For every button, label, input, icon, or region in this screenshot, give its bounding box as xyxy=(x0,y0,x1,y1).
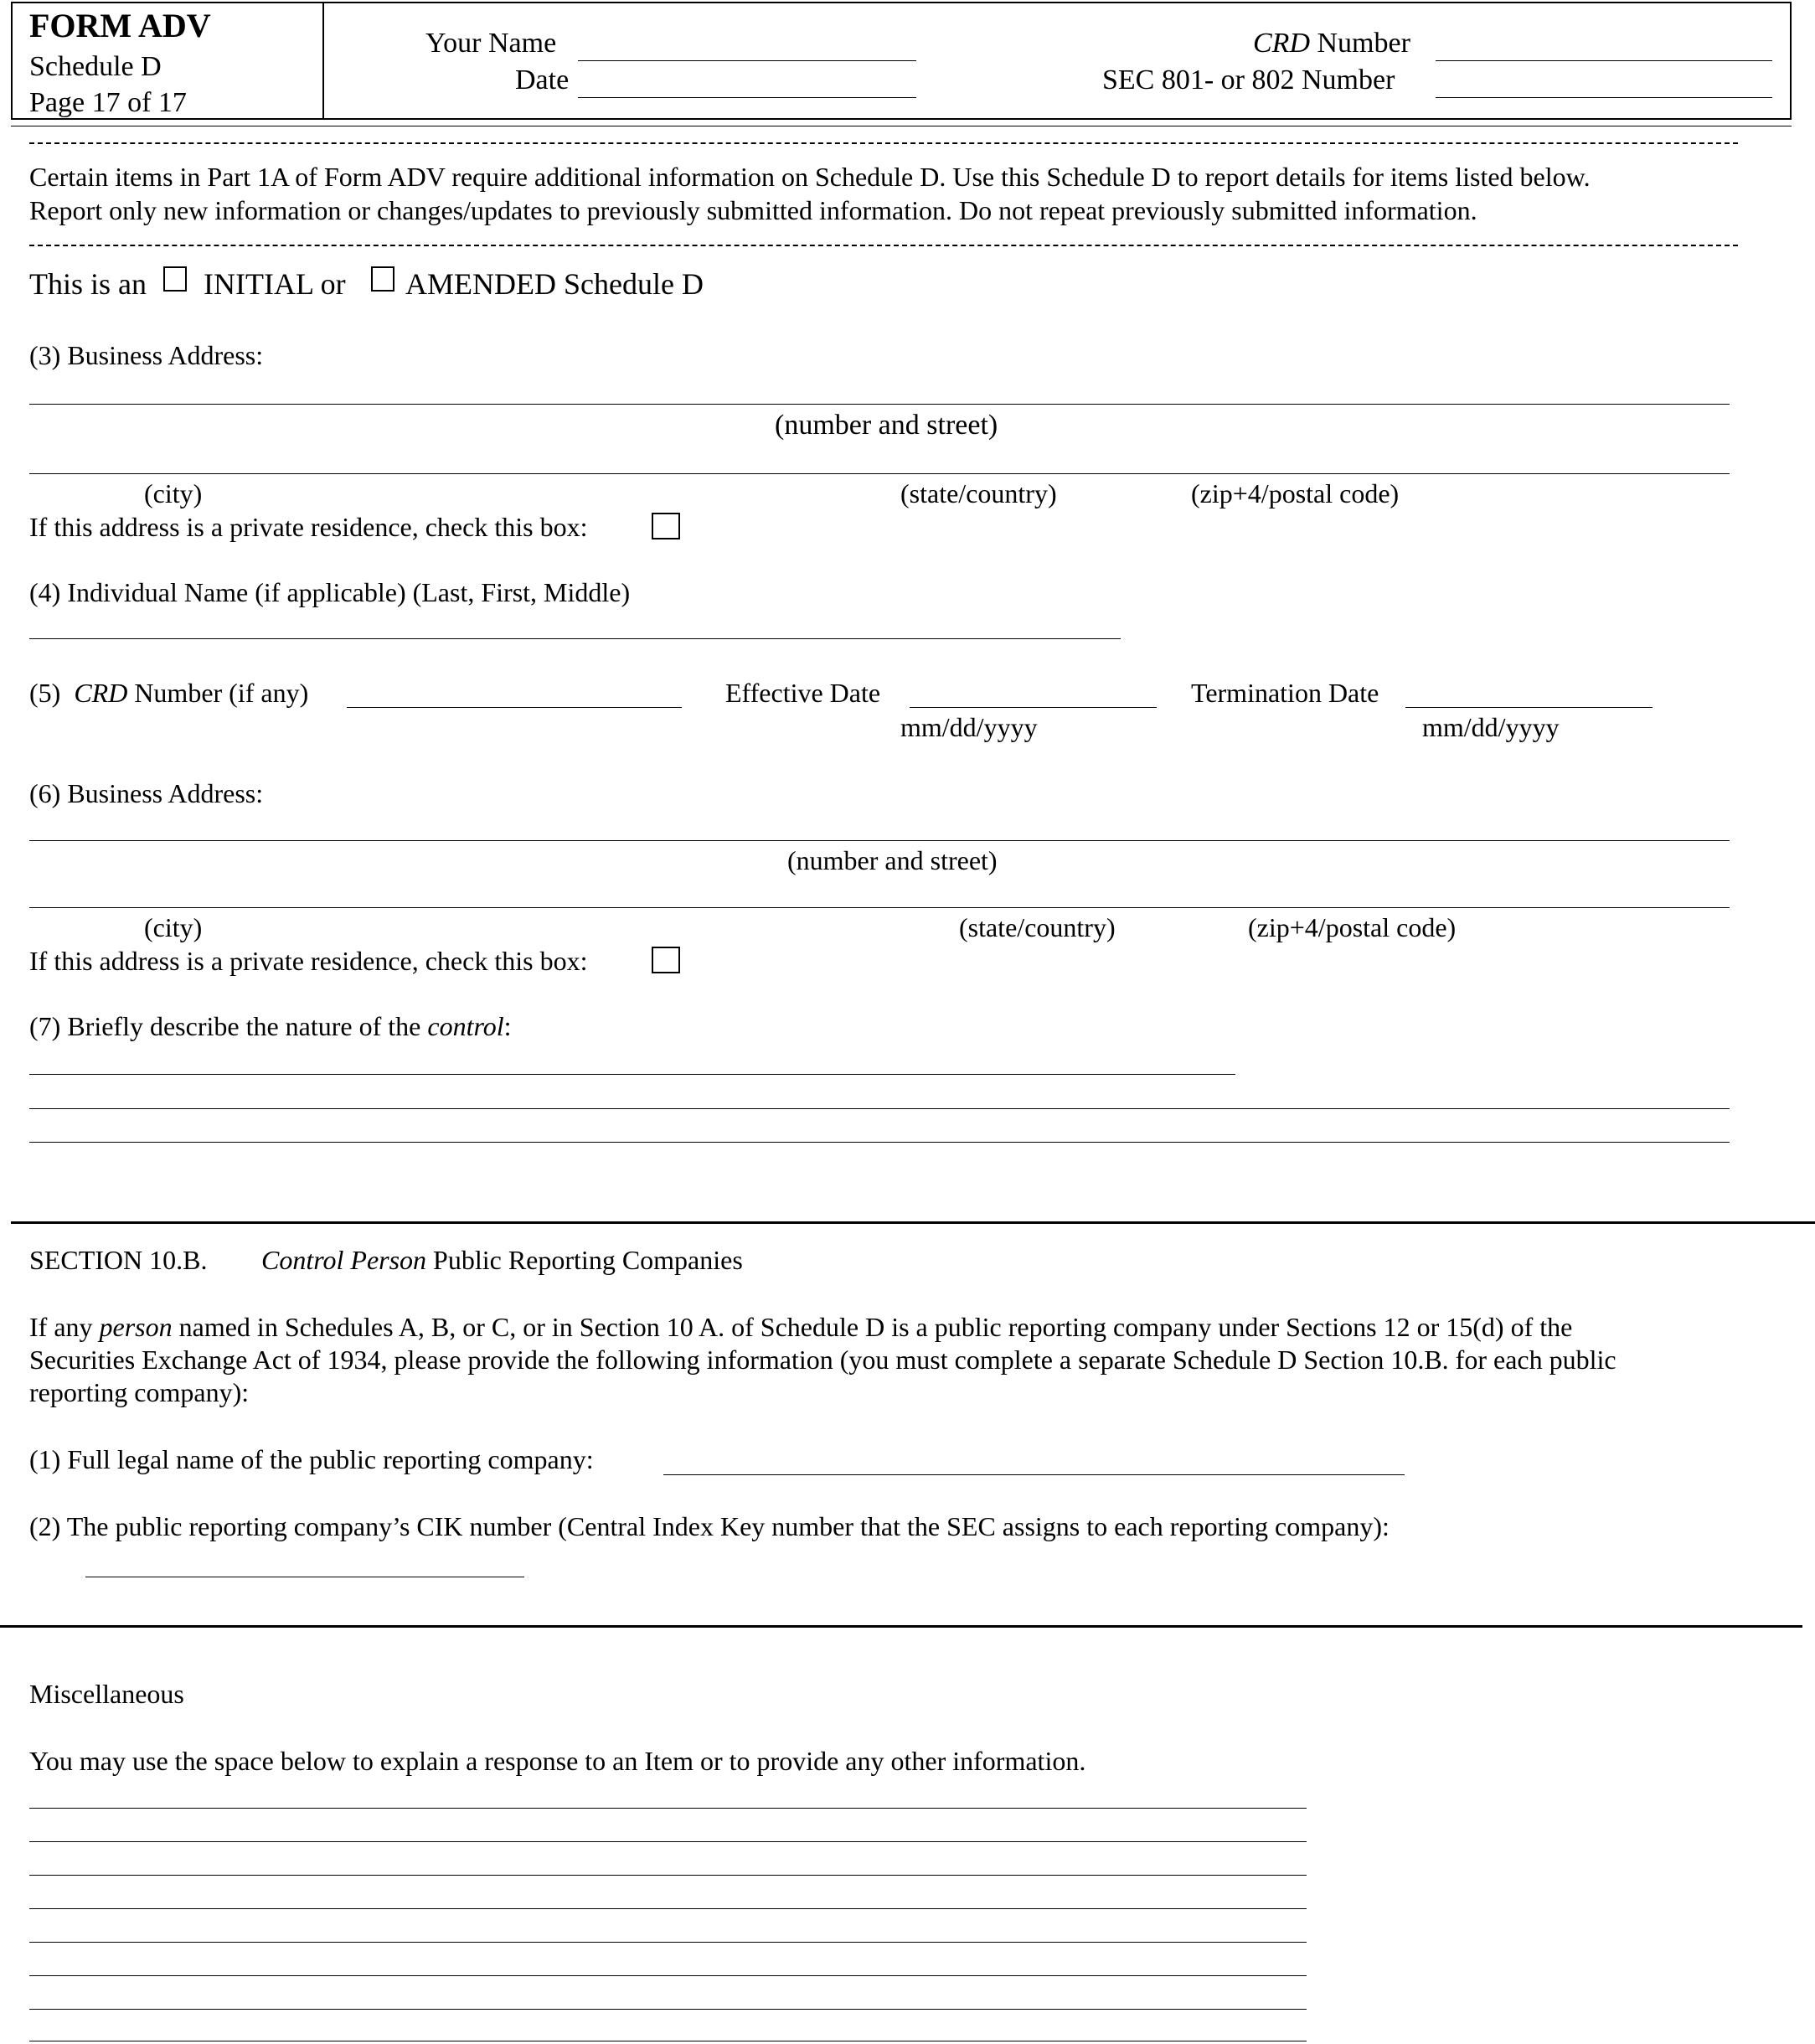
item6-street-field[interactable] xyxy=(29,840,1730,841)
amended-label: AMENDED Schedule D xyxy=(405,267,704,301)
misc-line-4[interactable] xyxy=(29,1908,1307,1909)
date-label: Date xyxy=(515,65,570,95)
page-number: Page 17 of 17 xyxy=(29,87,187,118)
section10b-q1: (1) Full legal name of the public reporting company: xyxy=(29,1444,594,1474)
section10b-para-line-1 xyxy=(29,1311,1572,1343)
section10b-para-line-2: Securities Exchange Act of 1934, please provide the following information (you must complete a separate Schedule D Section 10.B. for each public xyxy=(29,1345,1616,1375)
item7-description-line-2[interactable] xyxy=(29,1108,1730,1109)
sec-number-field[interactable] xyxy=(1436,97,1772,98)
section10b-q2: (2) The public reporting company’s CIK number (Central Index Key number that the SEC assigns to each reporting company): xyxy=(29,1511,1390,1541)
para1-b: named in Schedules A, B, or C, or in Section 10 A. of Schedule D is a public reporting company under Sections 12 or 15(d) of the xyxy=(172,1312,1573,1342)
your-name-field[interactable] xyxy=(578,60,916,61)
date-field[interactable] xyxy=(578,97,916,98)
item7-suffix: : xyxy=(503,1011,512,1041)
schedule-type-prefix: This is an xyxy=(29,267,147,301)
item6-residence-checkbox[interactable] xyxy=(652,947,680,973)
item5-crd-rest: Number (if any) xyxy=(127,678,309,708)
item3-label: (3) Business Address: xyxy=(29,340,264,370)
section10b-heading-italic: Control Person xyxy=(261,1245,427,1275)
misc-line-6[interactable] xyxy=(29,1975,1307,1976)
crd-number-label xyxy=(1253,27,1410,60)
item7-description-line-1[interactable] xyxy=(29,1074,1235,1075)
item3-street-caption: (number and street) xyxy=(775,410,998,441)
item7-label xyxy=(29,1010,512,1042)
section10b-heading-rest: Public Reporting Companies xyxy=(426,1245,743,1275)
amended-checkbox[interactable] xyxy=(371,266,394,292)
item5-termination-date-field[interactable] xyxy=(1405,707,1653,708)
section10b-heading xyxy=(261,1244,743,1276)
item6-city-caption: (city) xyxy=(144,912,203,942)
dashed-separator-bottom xyxy=(29,245,1738,246)
item6-label: (6) Business Address: xyxy=(29,778,264,808)
section-10b-end-rule xyxy=(0,1625,1802,1628)
item5-crd-italic: CRD xyxy=(74,678,128,708)
item3-state-caption: (state/country) xyxy=(900,478,1057,508)
header-divider xyxy=(322,2,324,120)
misc-line-7[interactable] xyxy=(29,2009,1307,2010)
misc-heading: Miscellaneous xyxy=(29,1679,184,1709)
item3-residence-checkbox[interactable] xyxy=(652,513,680,539)
item5-termination-format: mm/dd/yyyy xyxy=(1422,712,1560,742)
initial-checkbox[interactable] xyxy=(163,266,187,292)
item6-state-caption: (state/country) xyxy=(959,912,1116,942)
form-title: FORM ADV xyxy=(29,7,211,44)
crd-number-text: Number xyxy=(1310,28,1410,59)
item6-zip-caption: (zip+4/postal code) xyxy=(1248,912,1457,942)
item5-effective-label: Effective Date xyxy=(725,678,881,708)
sec-number-label: SEC 801- or 802 Number xyxy=(1102,65,1395,95)
section10b-para-line-3: reporting company): xyxy=(29,1377,250,1407)
item3-residence-text: If this address is a private residence, check this box: xyxy=(29,512,588,542)
item6-city-state-zip-field[interactable] xyxy=(29,907,1730,908)
item7-control-italic: control xyxy=(427,1011,504,1041)
item7-description-line-3[interactable] xyxy=(29,1142,1730,1143)
item5-effective-date-field[interactable] xyxy=(910,707,1157,708)
intro-line-2: Report only new information or changes/updates to previously submitted information. Do not repeat previously submitted information. xyxy=(29,195,1477,225)
para1-a: If any xyxy=(29,1312,100,1342)
item4-name-field[interactable] xyxy=(29,638,1121,639)
crd-number-field[interactable] xyxy=(1436,60,1772,61)
dashed-separator-top xyxy=(29,142,1738,144)
item5-effective-format: mm/dd/yyyy xyxy=(900,712,1038,742)
crd-italic: CRD xyxy=(1253,28,1310,59)
initial-label: INITIAL or xyxy=(204,267,346,301)
para1-person-italic: person xyxy=(99,1312,173,1342)
item5-crd-field[interactable] xyxy=(347,707,682,708)
misc-line-2[interactable] xyxy=(29,1841,1307,1842)
item5-crd-label xyxy=(29,677,308,709)
section10b-heading-prefix: SECTION 10.B. xyxy=(29,1245,208,1275)
item6-residence-text: If this address is a private residence, check this box: xyxy=(29,946,588,976)
item7-prefix: (7) Briefly describe the nature of the xyxy=(29,1011,428,1041)
misc-line-3[interactable] xyxy=(29,1875,1307,1876)
item4-label: (4) Individual Name (if applicable) (Last, First, Middle) xyxy=(29,577,631,607)
item3-city-state-zip-field[interactable] xyxy=(29,473,1730,474)
item3-city-caption: (city) xyxy=(144,478,203,508)
your-name-label: Your Name xyxy=(425,28,557,59)
item3-zip-caption: (zip+4/postal code) xyxy=(1191,478,1400,508)
item5-num: (5) xyxy=(29,678,61,708)
misc-text: You may use the space below to explain a response to an Item or to provide any other information. xyxy=(29,1746,1086,1776)
item6-street-caption: (number and street) xyxy=(787,845,998,875)
section-10a-end-rule xyxy=(11,1221,1815,1224)
item3-street-field[interactable] xyxy=(29,404,1730,405)
schedule-label: Schedule D xyxy=(29,51,162,82)
section10b-company-name-field[interactable] xyxy=(663,1474,1405,1475)
intro-line-1: Certain items in Part 1A of Form ADV require additional information on Schedule D. Use this Schedule D to report details for items listed below. xyxy=(29,162,1591,192)
misc-line-5[interactable] xyxy=(29,1942,1307,1943)
misc-line-1[interactable] xyxy=(29,1808,1307,1809)
item5-termination-label: Termination Date xyxy=(1191,678,1379,708)
